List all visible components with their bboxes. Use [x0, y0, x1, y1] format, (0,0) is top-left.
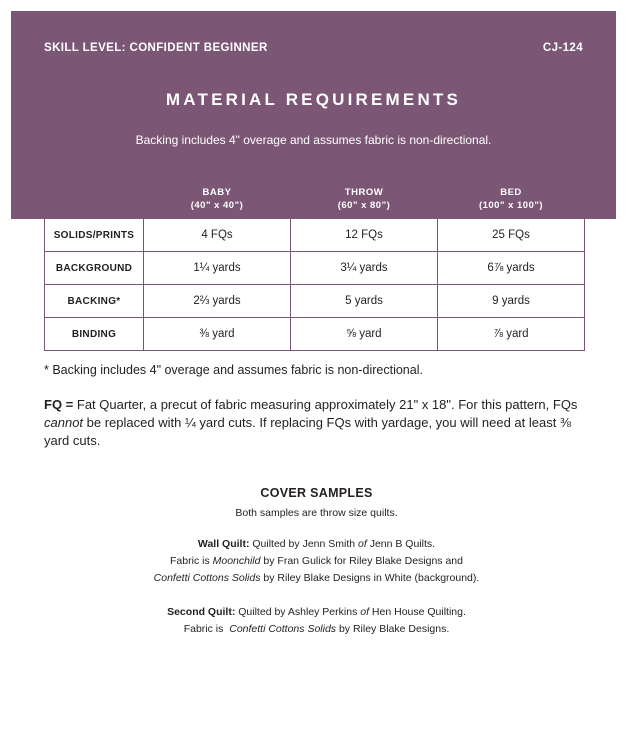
credit-text: of	[360, 606, 370, 618]
credit-text: of	[358, 538, 367, 550]
table-row	[45, 252, 585, 285]
fq-definition	[44, 396, 589, 450]
table-cell: 2⅔ yards	[144, 285, 291, 318]
table-cell: 4 FQs	[144, 219, 291, 252]
table-corner	[45, 179, 144, 219]
table-cell: 9 yards	[438, 285, 585, 318]
table-header-row	[45, 179, 585, 219]
credit-text: by Riley Blake Designs.	[336, 623, 450, 635]
column-header-bed	[438, 179, 585, 219]
table-cell: ⅜ yard	[144, 318, 291, 351]
column-name: THROW	[344, 186, 384, 198]
table-cell: 5 yards	[291, 285, 438, 318]
credit-text: Fabric is	[183, 623, 230, 635]
credit-text: Fabric is	[170, 555, 213, 567]
skill-level: SKILL LEVEL: CONFIDENT BEGINNER	[44, 42, 268, 54]
page-title: MATERIAL REQUIREMENTS	[165, 90, 462, 109]
table-cell: ⅞ yard	[438, 318, 585, 351]
credit-text: Hen House Quilting.	[369, 606, 466, 618]
table-cell: 1¼ yards	[144, 252, 291, 285]
fq-emphasis: cannot	[44, 415, 84, 430]
credit-label: Second Quilt:	[167, 606, 236, 618]
fq-text: be replaced with ¼ yard cuts. If replacing FQs with yardage, you will need at least ⅜ yard cuts.	[44, 415, 571, 448]
row-label: BACKING*	[45, 285, 144, 318]
column-name: BABY	[202, 186, 232, 198]
row-label: BACKGROUND	[45, 252, 144, 285]
credit-text: by Fran Gulick for Riley Blake Designs and	[260, 555, 463, 567]
table-cell: 6⅞ yards	[438, 252, 585, 285]
credit-label: Wall Quilt:	[197, 538, 250, 550]
pattern-code: CJ-124	[542, 42, 583, 54]
cover-heading: COVER SAMPLES	[260, 486, 373, 500]
column-header-throw	[291, 179, 438, 219]
credit-text: Quilted by Jenn Smith	[249, 538, 359, 550]
second-quilt-credits	[0, 604, 633, 638]
row-label: SOLIDS/PRINTS	[45, 219, 144, 252]
table-row	[45, 285, 585, 318]
credit-text: Jenn B Quilts.	[366, 538, 436, 550]
table-cell: 3¼ yards	[291, 252, 438, 285]
wall-quilt-credits	[0, 536, 633, 587]
table-cell: 12 FQs	[291, 219, 438, 252]
credit-text: by Riley Blake Designs in White (background).	[260, 572, 480, 584]
credit-text: Quilted by Ashley Perkins	[235, 606, 361, 618]
column-header-baby	[144, 179, 291, 219]
column-size: (100" x 100")	[478, 199, 544, 211]
column-size: (40" x 40")	[190, 199, 244, 211]
row-label: BINDING	[45, 318, 144, 351]
table-row	[45, 219, 585, 252]
cover-samples	[0, 486, 633, 638]
cover-subheading: Both samples are throw size quilts.	[235, 507, 398, 519]
table-row	[45, 318, 585, 351]
backing-note: * Backing includes 4" overage and assumes fabric is non-directional.	[44, 363, 423, 377]
column-name: BED	[500, 186, 522, 198]
fq-text: Fat Quarter, a precut of fabric measuring approximately 21" x 18". For this pattern, FQs	[73, 397, 578, 412]
table-cell: ⅝ yard	[291, 318, 438, 351]
fabric-name: Confetti Cottons Solids	[229, 623, 337, 635]
fabric-name: Moonchild	[212, 555, 261, 567]
table-cell: 25 FQs	[438, 219, 585, 252]
material-table	[44, 178, 585, 351]
banner-subtitle: Backing includes 4" overage and assumes fabric is non-directional.	[135, 133, 492, 147]
column-size: (60" x 80")	[337, 199, 391, 211]
fq-term: FQ =	[44, 397, 74, 412]
fabric-name: Confetti Cottons Solids	[153, 572, 261, 584]
